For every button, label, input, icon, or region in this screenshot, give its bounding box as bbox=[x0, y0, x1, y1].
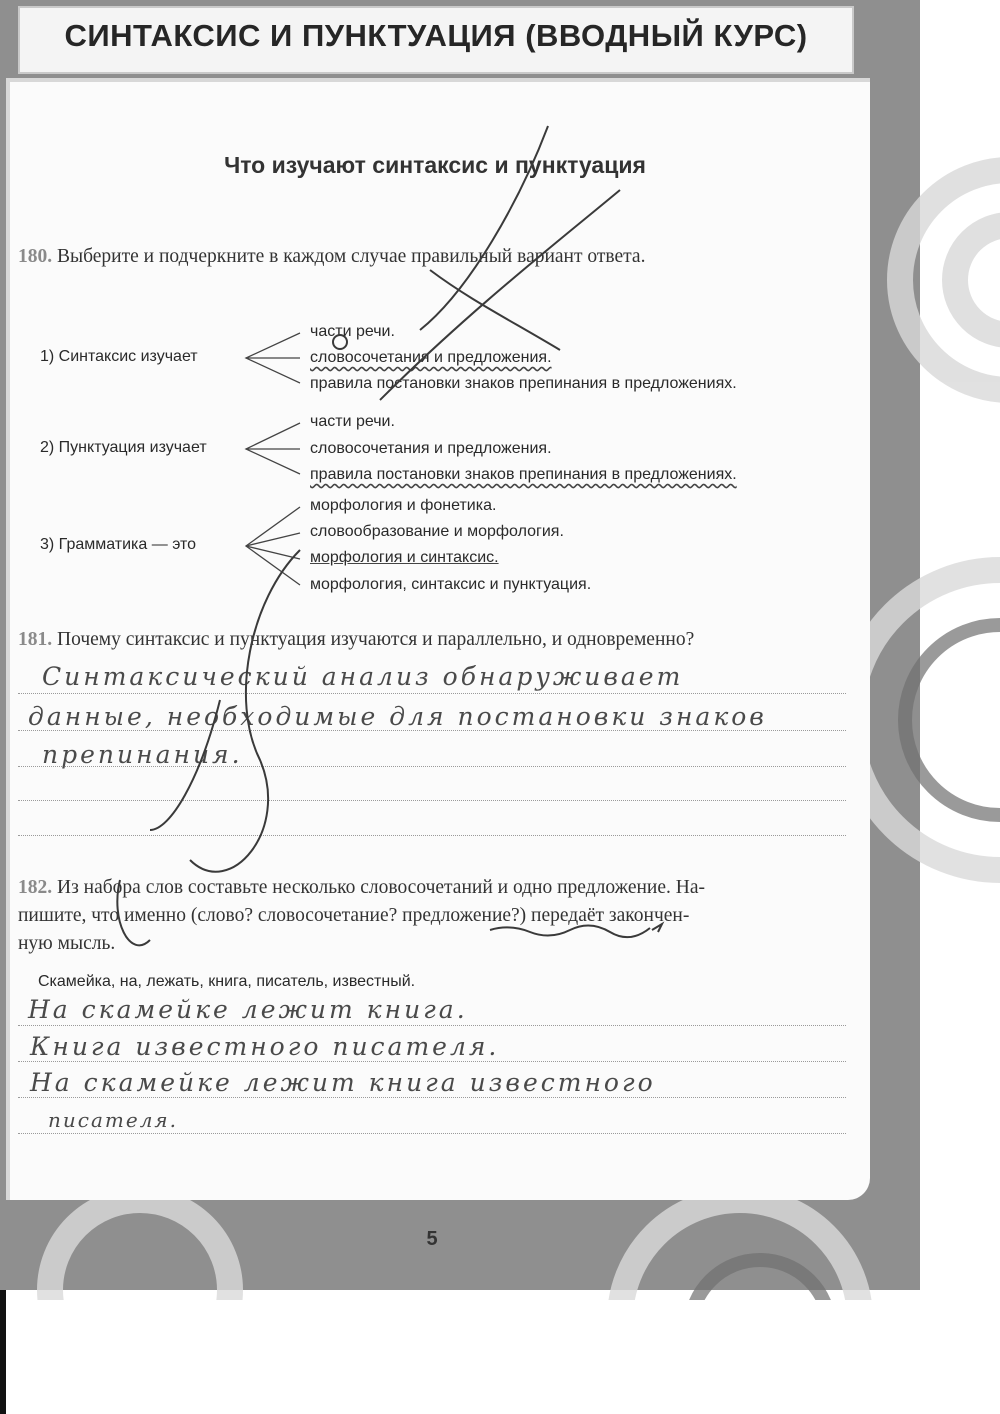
option-phrases-sentences[interactable]: словосочетания и предложения. bbox=[310, 440, 552, 457]
option-wordformation-morphology[interactable]: словообразование и морфология. bbox=[310, 523, 564, 540]
task-180-prompt bbox=[18, 243, 645, 271]
answer-line bbox=[18, 693, 846, 694]
task-number: 180. bbox=[18, 246, 53, 267]
answer-line bbox=[18, 835, 846, 836]
handwritten-answer-line: На скамейке лежит книга известного bbox=[30, 1068, 656, 1097]
option-phrases-sentences-chosen[interactable]: словосочетания и предложения. bbox=[310, 349, 552, 366]
option-morphology-syntax-chosen[interactable]: морфология и синтаксис. bbox=[310, 549, 499, 566]
answer-line bbox=[18, 1133, 846, 1134]
task-text-line: Из набора слов составьте несколько словосочетаний и одно предложение. На- bbox=[57, 877, 705, 898]
option-punctuation-rules-chosen[interactable]: правила постановки знаков препинания в предложениях. bbox=[310, 466, 737, 483]
handwritten-answer-line: На скамейке лежит книга. bbox=[28, 995, 468, 1024]
answer-line bbox=[18, 1097, 846, 1098]
chapter-header bbox=[18, 6, 854, 74]
page-number: 5 bbox=[426, 1228, 438, 1250]
task-181-prompt bbox=[18, 626, 694, 654]
chapter-title: СИНТАКСИС И ПУНКТУАЦИЯ (ВВОДНЫЙ КУРС) bbox=[64, 18, 808, 53]
question-stem-syntax: 1) Синтаксис изучает bbox=[40, 348, 198, 365]
task-number: 182. bbox=[18, 877, 53, 898]
task-number: 181. bbox=[18, 629, 53, 650]
task-text: Выберите и подчеркните в каждом случае правильный вариант ответа. bbox=[57, 246, 646, 267]
handwritten-answer-line: писателя. bbox=[48, 1108, 179, 1132]
option-morphology-phonetics[interactable]: морфология и фонетика. bbox=[310, 497, 497, 514]
option-punctuation-rules[interactable]: правила постановки знаков препинания в предложениях. bbox=[310, 375, 737, 392]
task-text: Почему синтаксис и пунктуация изучаются и параллельно, и одновременно? bbox=[57, 629, 695, 650]
scan-edge bbox=[0, 1290, 6, 1414]
question-stem-grammar: 3) Грамматика — это bbox=[40, 536, 197, 553]
handwritten-answer-line: Книга известного писателя. bbox=[30, 1032, 500, 1061]
answer-line bbox=[18, 1025, 846, 1026]
task-text-line: ную мысль. bbox=[18, 933, 116, 954]
answer-line bbox=[18, 1061, 846, 1062]
task-182-prompt bbox=[18, 874, 705, 958]
task-text-line: пишите, что именно (слово? словосочетание? предложение?) передаёт закончен- bbox=[18, 905, 690, 926]
question-stem-punctuation: 2) Пунктуация изучает bbox=[40, 439, 207, 456]
option-morphology-syntax-punctuation[interactable]: морфология, синтаксис и пунктуация. bbox=[310, 576, 592, 593]
answer-line bbox=[18, 800, 846, 801]
handwritten-answer-line: препинания. bbox=[42, 740, 243, 769]
word-set: Скамейка, на, лежать, книга, писатель, известный. bbox=[38, 973, 416, 990]
handwritten-answer-line: данные, необходимые для постановки знаков bbox=[28, 702, 767, 731]
option-parts-of-speech[interactable]: части речи. bbox=[310, 323, 395, 340]
option-parts-of-speech[interactable]: части речи. bbox=[310, 413, 395, 430]
section-subtitle: Что изучают синтаксис и пунктуация bbox=[224, 152, 646, 178]
handwritten-answer-line: Синтаксический анализ обнаруживает bbox=[42, 662, 684, 691]
